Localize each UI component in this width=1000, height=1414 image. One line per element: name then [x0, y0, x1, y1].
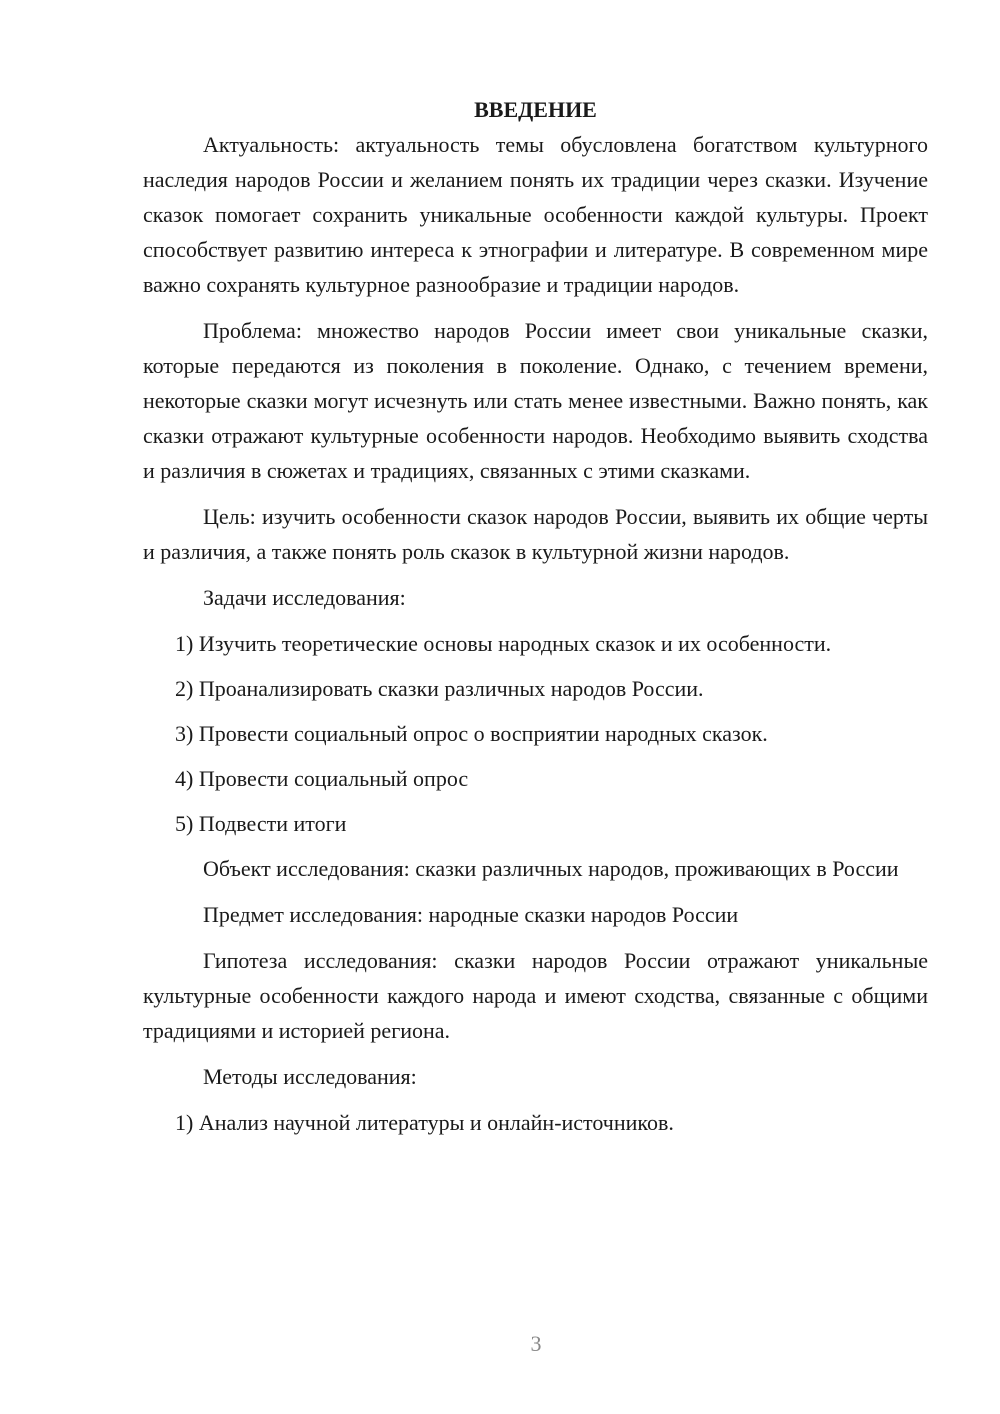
object-paragraph: Объект исследования: сказки различных народов, проживающих в России [203, 856, 899, 881]
problem-paragraph: Проблема: множество народов России имеет свои уникальные сказки, которые передаются из поколения в поколение. Однако, с течением времени, некоторые сказки могут исчезнуть или стать менее известными. Важно понять, как сказки отражают культурные особенности народов. Необходимо выявить сходства и различия в сюжетах и традициях, связанных с этими сказками. [143, 318, 928, 483]
page-title: ВВЕДЕНИЕ [474, 97, 597, 122]
subject-paragraph: Предмет исследования: народные сказки народов России [203, 902, 739, 927]
tasks-list [143, 626, 928, 841]
list-item: 3) Провести социальный опрос о восприятии народных сказок. [175, 721, 768, 746]
tasks-label: Задачи исследования: [203, 585, 406, 610]
hypothesis-paragraph: Гипотеза исследования: сказки народов России отражают уникальные культурные особенности каждого народа и имеют сходства, связанные с общими традициями и историей региона. [143, 948, 928, 1043]
list-item: 2) Проанализировать сказки различных народов России. [175, 676, 704, 701]
relevance-paragraph: Актуальность: актуальность темы обусловлена богатством культурного наследия народов России и желанием понять их традиции через сказки. Изучение сказок помогает сохранить уникальные особенности каждой культуры. Проект способствует развитию интереса к этнографии и литературе. В современном мире важно сохранять культурное разнообразие и традиции народов. [143, 132, 928, 297]
methods-label: Методы исследования: [203, 1064, 417, 1089]
methods-list [143, 1105, 928, 1140]
document-page [143, 92, 928, 1150]
page-number: 3 [530, 1331, 542, 1356]
list-item: 1) Анализ научной литературы и онлайн-источников. [175, 1110, 674, 1135]
list-item: 4) Провести социальный опрос [175, 766, 469, 791]
goal-paragraph: Цель: изучить особенности сказок народов России, выявить их общие черты и различия, а также понять роль сказок в культурной жизни народов. [143, 504, 928, 564]
list-item: 1) Изучить теоретические основы народных сказок и их особенности. [175, 631, 832, 656]
list-item: 5) Подвести итоги [175, 811, 347, 836]
